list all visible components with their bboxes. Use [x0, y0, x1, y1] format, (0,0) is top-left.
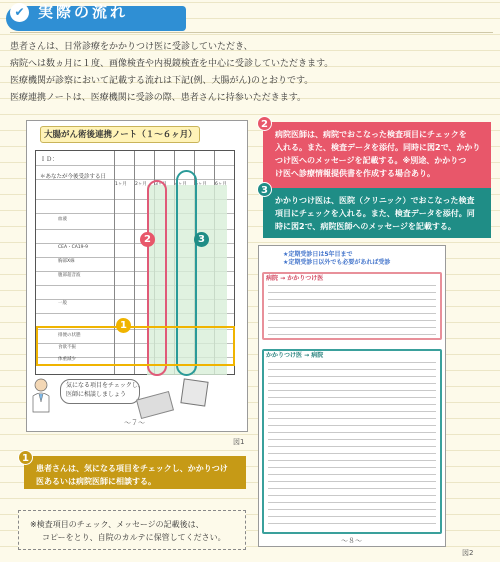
- xray-image: [180, 378, 208, 406]
- visit-date-label: ＊あなたが今後受診する日: [40, 174, 107, 180]
- ruled-line: [268, 425, 436, 426]
- ruled-line: [268, 369, 436, 370]
- ruled-line: [268, 362, 436, 363]
- page-title: 実際の流れ: [38, 3, 129, 21]
- divider: [10, 32, 493, 33]
- figure-2-note-1: ★定期受診日は5年目まで: [283, 251, 353, 258]
- callout-hospital-doctor: 病院医師は、病院でおこなった検査項目にチェックを 入れる。また、検査データを添付。同時に図2で、かかり つけ医へのメッセージを記載する。※別途、かかりつ け医へ診療情報提供書を作成する場合あり。: [263, 122, 491, 188]
- ruled-line: [268, 418, 436, 419]
- ruled-line: [268, 313, 436, 314]
- ruled-line: [268, 523, 436, 524]
- ruled-line: [268, 481, 436, 482]
- callout-2-badge-icon: 2: [257, 116, 272, 131]
- row-label: 食欲不振: [58, 345, 76, 350]
- row-label: 一般: [58, 301, 67, 306]
- ruled-line: [268, 432, 436, 433]
- figure-2-note-2: ★定期受診日以外でも必要があれば受診: [283, 259, 391, 266]
- ruled-line: [268, 509, 436, 510]
- intro-line-3: 医療機関が診察において記載する流れは下記(例、大腸がん)のとおりです。: [10, 76, 314, 86]
- ruled-line: [268, 299, 436, 300]
- intro-line-4: 医療連携ノートは、医療機関に受診の際、患者さんに持参いただきます。: [10, 93, 307, 103]
- ruled-line: [268, 502, 436, 503]
- row-label: 血液: [58, 217, 67, 222]
- callout-clinic-doctor: かかりつけ医は、医院（クリニック）でおこなった検査 項目にチェックを入れる。また、検査データを添付。同 時に図2で、病院医師へのメッセージを記載する。: [263, 188, 491, 238]
- ruled-line: [268, 516, 436, 517]
- callout-patient: 患者さんは、気になる項目をチェックし、かかりつけ 医あるいは病院医師に相談する。: [24, 456, 246, 489]
- marker-3-icon: 3: [194, 232, 209, 247]
- ruled-line: [268, 404, 436, 405]
- ruled-line: [268, 495, 436, 496]
- intro-line-2: 病院へは数ヵ月に１度、画像検査や内視鏡検査を中心に受診していただきます。: [10, 59, 334, 69]
- ruled-line: [268, 453, 436, 454]
- marker-2-icon: 2: [140, 232, 155, 247]
- check-icon: ✔: [10, 3, 29, 22]
- ruled-line: [268, 488, 436, 489]
- ruled-line: [268, 460, 436, 461]
- page-number: ～７～: [124, 419, 145, 427]
- ruled-line: [268, 334, 436, 335]
- row-label: 排便の状態: [58, 333, 81, 338]
- row-label: 胸部X線: [58, 259, 75, 264]
- note-text: ※検査項目のチェック、メッセージの記載後は、 コピーをとり、自院のカルテに保管してください。: [30, 520, 226, 542]
- ruled-line: [268, 474, 436, 475]
- figure-1-label: 図1: [233, 438, 245, 446]
- id-label: ＩＤ：: [40, 156, 59, 163]
- ruled-line: [268, 292, 436, 293]
- callout-1-badge-icon: 1: [18, 450, 33, 465]
- speech-bubble-text: 気になる項目をチェックし、 医師に相談しましょう: [66, 382, 144, 398]
- figure-2-label: 図2: [462, 549, 474, 557]
- row-label: 体重減少: [58, 357, 76, 362]
- ruled-line: [268, 285, 436, 286]
- callout-3-badge-icon: 3: [257, 182, 272, 197]
- row-label: 腹部超音波: [58, 273, 81, 278]
- ruled-line: [268, 383, 436, 384]
- ruled-line: [268, 411, 436, 412]
- marker-1-icon: 1: [116, 318, 131, 333]
- row-label: CEA・CA19-9: [58, 245, 88, 250]
- ruled-line: [268, 327, 436, 328]
- doctor-icon: [30, 378, 52, 413]
- symptom-check-box: [36, 326, 235, 366]
- ruled-line: [268, 320, 436, 321]
- ruled-line: [268, 306, 436, 307]
- month-1: 1ヶ月: [115, 182, 127, 187]
- ruled-line: [268, 397, 436, 398]
- hospital-message-label: 病院 → かかりつけ医: [266, 275, 324, 282]
- intro-line-1: 患者さんは、日常診療をかかりつけ医に受診していただき、: [10, 42, 253, 52]
- ruled-line: [268, 376, 436, 377]
- ruled-line: [268, 446, 436, 447]
- ruled-line: [268, 390, 436, 391]
- page-number: ～８～: [341, 537, 362, 545]
- figure-1-title: 大腸がん術後連携ノート（１～６ヶ月）: [44, 130, 197, 140]
- clinic-message-label: かかりつけ医 → 病院: [266, 352, 324, 359]
- month-2: 2ヶ月: [135, 182, 147, 187]
- ruled-line: [268, 467, 436, 468]
- ruled-line: [268, 439, 436, 440]
